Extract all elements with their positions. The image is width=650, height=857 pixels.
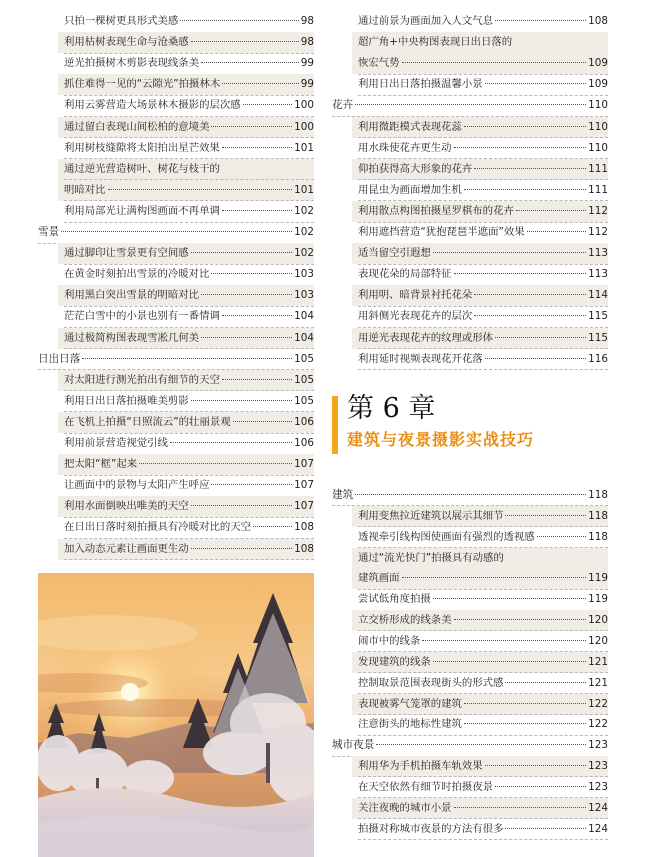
toc-entry-title: 茫茫白雪中的小景也别有一番情调: [64, 310, 220, 323]
toc-entry-title: 利用微距模式表现花蕊: [358, 120, 462, 133]
toc-entry: [358, 264, 608, 285]
toc-entry: [358, 798, 608, 819]
chapter-accent-bar: [332, 396, 338, 454]
toc-entry: [358, 673, 608, 694]
toc-entry: [358, 756, 608, 777]
toc-section-entry: [332, 485, 608, 506]
leader-dots: [191, 40, 299, 42]
toc-page-number: 102: [294, 247, 314, 260]
toc-page-number: 115: [588, 310, 608, 323]
toc-entry-title: 让画面中的景物与太阳产生呼应: [64, 479, 210, 492]
toc-page-number: 116: [588, 352, 608, 365]
toc-right-column-top: [332, 11, 608, 371]
toc-page-number: 109: [588, 57, 608, 70]
leader-dots: [355, 493, 586, 495]
toc-page-number: 108: [294, 521, 314, 534]
toc-page-number: 120: [588, 614, 608, 627]
leader-dots: [222, 209, 292, 211]
toc-entry-title: 利用云雾营造大场景林木摄影的层次感: [64, 99, 241, 112]
toc-section-entry: [332, 95, 608, 116]
leader-dots: [474, 314, 586, 316]
toc-entry-title: 通过逆光营造树叶、树花与枝干的: [64, 162, 220, 175]
leader-dots: [495, 336, 586, 338]
toc-entry: [64, 11, 314, 32]
toc-page-number: 114: [588, 289, 608, 302]
toc-entry-title: 对太阳进行测光拍出有细节的天空: [64, 373, 220, 386]
toc-entry-title: 发现建筑的线条: [358, 655, 431, 668]
toc-entry-title: 在黄金时刻拍出雪景的冷暖对比: [64, 268, 210, 281]
leader-dots: [170, 441, 292, 443]
leader-dots: [180, 19, 298, 21]
leader-dots: [433, 251, 586, 253]
toc-page-number: 121: [588, 655, 608, 668]
toc-entry: [64, 475, 314, 496]
toc-page-number: 110: [588, 99, 608, 112]
toc-page-number: 112: [588, 204, 608, 217]
toc-entry-title: 利用日出日落拍摄唯美剪影: [64, 394, 189, 407]
sunset-snow-forest-photo: [38, 573, 314, 857]
toc-page-number: 115: [588, 331, 608, 344]
toc-entry-title: 日出日落: [38, 352, 81, 365]
toc-page-number: 101: [294, 183, 314, 196]
toc-entry-title: 控制取景范围表现街头的形式感: [358, 676, 504, 689]
toc-entry: [358, 714, 608, 735]
row-divider: [358, 369, 608, 370]
leader-dots: [464, 722, 586, 724]
toc-entry: [64, 454, 314, 475]
toc-page-number: 122: [588, 718, 608, 731]
toc-page-number: 107: [294, 458, 314, 471]
toc-entry-title: 拍摄对称城市夜景的方法有很多: [358, 822, 504, 835]
toc-entry: [64, 53, 314, 74]
toc-page-number: 107: [294, 500, 314, 513]
chapter-heading: [332, 393, 622, 463]
leader-dots: [474, 167, 586, 169]
leader-dots: [201, 293, 292, 295]
toc-entry-title: 用斜侧光表现花卉的层次: [358, 310, 473, 323]
toc-section-entry: [38, 349, 314, 370]
toc-page-number: 124: [588, 822, 608, 835]
toc-page-number: 98: [300, 15, 314, 27]
toc-entry: [358, 631, 608, 652]
toc-page-number: 124: [588, 801, 608, 814]
toc-entry-title: 恢宏气势: [358, 57, 400, 70]
toc-entry: [64, 159, 314, 180]
leader-dots: [222, 146, 292, 148]
toc-entry-title: 雪景: [38, 226, 60, 238]
toc-entry: [64, 243, 314, 264]
leader-dots: [537, 535, 587, 537]
leader-dots: [201, 336, 292, 338]
toc-entry-title: 利用局部光让满构图画面不再单调: [64, 204, 220, 217]
leader-dots: [527, 230, 587, 232]
toc-entry-title: 利用枯树表现生命与沧桑感: [64, 36, 189, 49]
toc-entry-title: 建筑画面: [358, 572, 400, 585]
toc-entry-title: 建筑: [332, 489, 354, 501]
toc-entry: [64, 391, 314, 412]
toc-entry-title: 表现被雾气笼罩的建筑: [358, 697, 462, 710]
chapter-title: 建筑与夜景摄影实战技巧: [347, 430, 535, 449]
toc-page-number: 113: [588, 247, 608, 260]
toc-entry-title: 利用延时视频表现花开花落: [358, 352, 483, 365]
toc-entry: [64, 264, 314, 285]
toc-entry-title: 抓住难得一见的“云隙光”拍摄林木: [64, 78, 221, 91]
leader-dots: [191, 251, 292, 253]
leader-dots: [355, 103, 586, 105]
toc-entry-title: 在日出日落时刻拍摄具有冷暖对比的天空: [64, 521, 252, 534]
toc-page-number: 105: [294, 373, 314, 386]
toc-page-number: 119: [588, 572, 608, 585]
leader-dots: [495, 19, 586, 21]
toc-entry-title: 利用变焦拉近建筑以展示其细节: [358, 509, 504, 522]
toc-entry: [358, 568, 608, 589]
toc-entry-title: 尝试低角度拍摄: [358, 593, 431, 606]
toc-page-number: 110: [588, 141, 608, 154]
toc-page-number: 102: [294, 204, 314, 217]
toc-section-entry: [332, 735, 608, 756]
leader-dots: [222, 378, 292, 380]
toc-page-number: 112: [588, 226, 608, 238]
toc-page-number: 123: [588, 760, 608, 773]
toc-entry-title: 关注夜晚的城市小景: [358, 801, 452, 814]
toc-page-number: 118: [588, 530, 608, 543]
leader-dots: [191, 504, 292, 506]
toc-entry: [64, 433, 314, 454]
toc-entry: [358, 201, 608, 222]
leader-dots: [211, 125, 292, 127]
leader-dots: [222, 82, 299, 84]
leader-dots: [61, 230, 292, 232]
leader-dots: [139, 462, 292, 464]
toc-page-number: 99: [300, 78, 314, 91]
leader-dots: [191, 547, 292, 549]
toc-entry-title: 用水珠使花卉更生动: [358, 141, 452, 154]
toc-entry-title: 只拍一棵树更具形式美感: [64, 15, 179, 27]
toc-entry: [358, 74, 608, 95]
toc-entry: [358, 652, 608, 673]
toc-entry: [64, 412, 314, 433]
leader-dots: [516, 209, 586, 211]
toc-entry: [64, 517, 314, 538]
toc-page-number: 100: [294, 120, 314, 133]
toc-entry-title: 仰拍获得高大形象的花卉: [358, 162, 473, 175]
leader-dots: [464, 702, 586, 704]
toc-entry-title: 闹市中的线条: [358, 634, 421, 647]
toc-entry: [64, 201, 314, 222]
leader-dots: [402, 576, 587, 578]
toc-page-number: 98: [300, 36, 314, 49]
leader-dots: [191, 399, 292, 401]
toc-page-number: 106: [294, 437, 314, 449]
toc-entry-title: 通过脚印让雪景更有空间感: [64, 247, 189, 260]
toc-entry-title: 利用水面倒映出唯美的天空: [64, 500, 189, 513]
toc-entry: [64, 32, 314, 53]
toc-page-number: 109: [588, 78, 608, 91]
toc-entry: [358, 694, 608, 715]
toc-page-number: 108: [294, 542, 314, 555]
toc-entry-title: 通过极简构图表现雪凇几何美: [64, 331, 200, 344]
toc-page-number: 104: [294, 331, 314, 344]
leader-dots: [402, 61, 587, 63]
toc-page-number: 100: [294, 99, 314, 112]
leader-dots: [485, 82, 586, 84]
toc-entry-title: 利用华为手机拍摄车轨效果: [358, 760, 483, 773]
leader-dots: [201, 61, 299, 63]
toc-entry-title: 利用前景营造视觉引线: [64, 437, 168, 449]
toc-entry: [358, 180, 608, 201]
toc-page-number: 111: [588, 183, 608, 196]
toc-entry-title: 超广角+中央构图表现日出日落的: [358, 36, 513, 49]
toc-entry-title: 利用黑白突出雪景的明暗对比: [64, 289, 200, 302]
leader-dots: [108, 188, 293, 190]
leader-dots: [433, 597, 586, 599]
toc-page-number: 111: [588, 162, 608, 175]
toc-entry: [358, 819, 608, 840]
toc-entry: [358, 222, 608, 243]
toc-left-column: [38, 11, 314, 563]
toc-page-number: 120: [588, 634, 608, 647]
leader-dots: [485, 764, 586, 766]
toc-entry: [358, 527, 608, 548]
toc-entry-title: 加入动态元素让画面更生动: [64, 542, 189, 555]
leader-dots: [454, 618, 587, 620]
row-divider: [358, 839, 608, 840]
leader-dots: [495, 785, 586, 787]
leader-dots: [422, 639, 586, 641]
leader-dots: [222, 314, 292, 316]
toc-entry: [358, 506, 608, 527]
toc-entry: [358, 117, 608, 138]
toc-entry: [64, 180, 314, 201]
leader-dots: [243, 103, 293, 105]
toc-entry-title: 用昆虫为画面增加生机: [358, 183, 462, 196]
toc-entry-title: 利用树枝缝隙将太阳拍出星芒效果: [64, 141, 220, 154]
toc-page-number: 110: [588, 120, 608, 133]
toc-entry-title: 立交桥形成的线条美: [358, 614, 452, 627]
toc-entry-title: 在飞机上拍摄“日照流云”的壮丽景观: [64, 415, 231, 428]
toc-entry-title: 逆光拍摄树木剪影表现线条美: [64, 57, 200, 70]
leader-dots: [82, 357, 292, 359]
leader-dots: [505, 681, 586, 683]
leader-dots: [505, 827, 586, 829]
toc-entry-title: 适当留空引遐想: [358, 247, 431, 260]
leader-dots: [211, 483, 292, 485]
toc-entry-title: 利用日出日落拍摄温馨小景: [358, 78, 483, 91]
toc-page-number: 102: [294, 226, 314, 238]
leader-dots: [454, 146, 587, 148]
toc-entry: [64, 117, 314, 138]
row-divider: [64, 559, 314, 560]
toc-entry: [358, 32, 608, 53]
toc-entry: [64, 74, 314, 95]
toc-page-number: 106: [294, 415, 314, 428]
toc-page-number: 101: [294, 141, 314, 154]
toc-entry: [358, 610, 608, 631]
toc-entry-title: 用逆光表现花卉的纹理或形体: [358, 331, 494, 344]
toc-entry-title: 利用散点构图拍摄星罗棋布的花卉: [358, 204, 514, 217]
leader-dots: [211, 272, 292, 274]
toc-entry: [64, 328, 314, 349]
toc-entry: [64, 285, 314, 306]
toc-entry: [64, 306, 314, 327]
toc-entry-title: 明暗对比: [64, 183, 106, 196]
leader-dots: [454, 272, 587, 274]
toc-section-entry: [38, 222, 314, 243]
toc-page-number: 113: [588, 268, 608, 281]
leader-dots: [376, 743, 586, 745]
toc-entry-title: 通过留白表现山间松柏的意境美: [64, 120, 210, 133]
toc-entry: [358, 138, 608, 159]
toc-page-number: 99: [300, 57, 314, 70]
toc-entry: [358, 11, 608, 32]
chapter-number: 第 6 章: [347, 393, 436, 424]
leader-dots: [464, 125, 586, 127]
toc-page-number: 108: [588, 15, 608, 27]
toc-entry: [358, 53, 608, 74]
toc-entry-title: 花卉: [332, 99, 354, 112]
toc-entry-title: 透视牵引线构图使画面有强烈的透视感: [358, 530, 535, 543]
toc-entry: [358, 548, 608, 569]
toc-entry-title: 利用遮挡营造“犹抱琵琶半遮面”效果: [358, 226, 525, 238]
toc-entry: [358, 306, 608, 327]
toc-entry: [358, 589, 608, 610]
toc-entry-title: 表现花朵的局部特征: [358, 268, 452, 281]
toc-page-number: 123: [588, 780, 608, 793]
toc-entry-title: 注意街头的地标性建筑: [358, 718, 462, 731]
toc-entry: [64, 370, 314, 391]
leader-dots: [454, 806, 587, 808]
leader-dots: [485, 357, 586, 359]
toc-entry: [358, 777, 608, 798]
leader-dots: [464, 188, 586, 190]
leader-dots: [233, 420, 293, 422]
toc-entry: [358, 243, 608, 264]
leader-dots: [253, 525, 292, 527]
toc-page-number: 122: [588, 697, 608, 710]
toc-entry: [64, 95, 314, 116]
toc-page-number: 107: [294, 479, 314, 492]
toc-page-number: 103: [294, 289, 314, 302]
toc-entry-title: 通过“流光快门”拍摄具有动感的: [358, 551, 504, 564]
toc-entry: [358, 159, 608, 180]
toc-right-column-bottom: [332, 485, 608, 845]
toc-entry: [64, 496, 314, 517]
toc-entry: [358, 328, 608, 349]
toc-entry-title: 在天空依然有细节时拍摄夜景: [358, 780, 494, 793]
toc-entry: [64, 138, 314, 159]
toc-page-number: 118: [588, 489, 608, 501]
toc-entry-title: 城市夜景: [332, 739, 375, 752]
toc-entry-title: 利用明、暗背景衬托花朵: [358, 289, 473, 302]
toc-page-number: 104: [294, 310, 314, 323]
toc-page-number: 121: [588, 676, 608, 689]
toc-entry-title: 通过前景为画面加入人文气息: [358, 15, 494, 27]
toc-entry: [358, 349, 608, 370]
toc-entry: [64, 539, 314, 560]
toc-page-number: 105: [294, 394, 314, 407]
toc-entry-title: 把太阳“框”起来: [64, 458, 138, 471]
toc-page-number: 118: [588, 509, 608, 522]
toc-page-number: 119: [588, 593, 608, 606]
toc-page-number: 103: [294, 268, 314, 281]
leader-dots: [505, 514, 586, 516]
leader-dots: [433, 660, 586, 662]
toc-entry: [358, 285, 608, 306]
leader-dots: [474, 293, 586, 295]
toc-page-number: 105: [294, 352, 314, 365]
toc-page-number: 123: [588, 739, 608, 752]
